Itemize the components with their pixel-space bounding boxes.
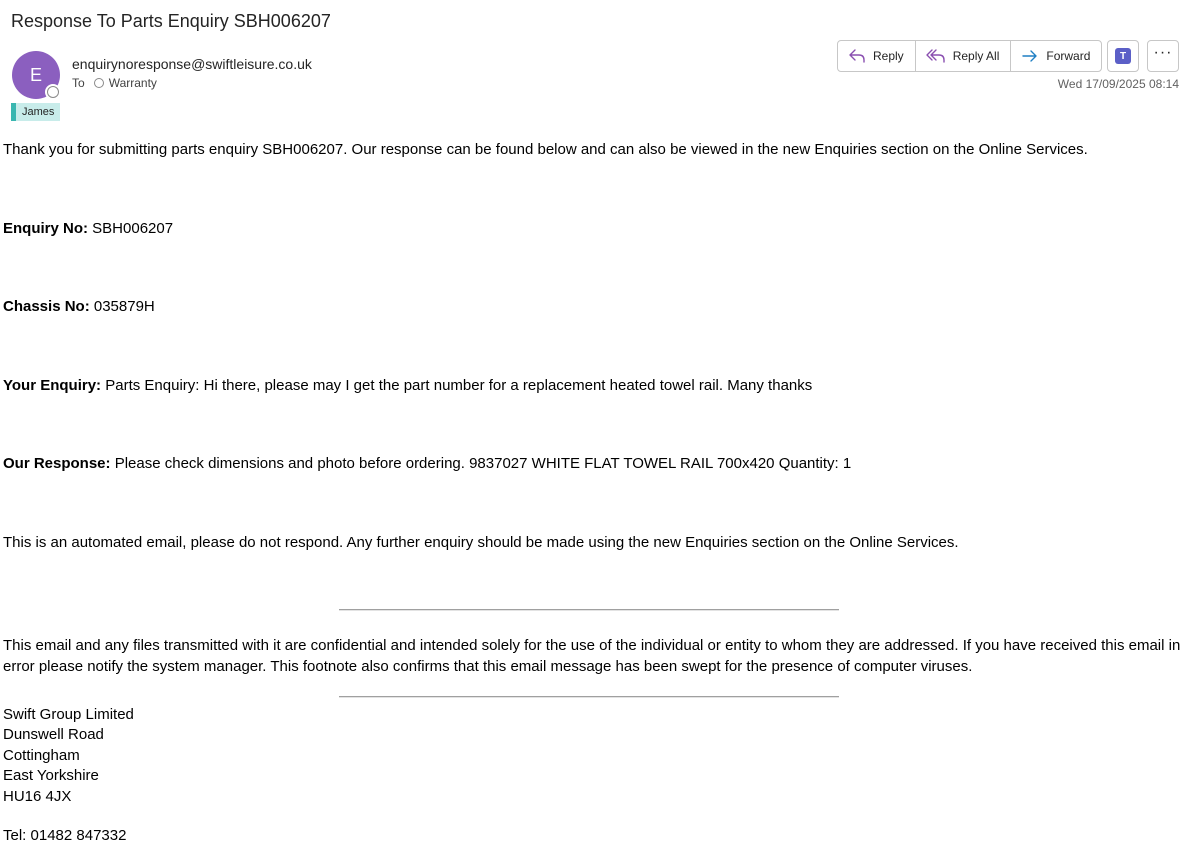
automated-note: This is an automated email, please do not respond. Any further enquiry should be made using the new Enquiries section on the Online Services. — [3, 534, 959, 551]
presence-status-icon — [47, 86, 59, 98]
intro-text: Thank you for submitting parts enquiry SBH006207. Our response can be found below and can also be viewed in the new Enquiries section on the Online Services. — [3, 141, 1088, 158]
to-label: To — [72, 76, 85, 90]
avatar-initial: E — [29, 64, 42, 85]
divider-bottom — [339, 696, 839, 698]
to-line — [72, 76, 157, 90]
enquiry-no-label: Enquiry No: — [3, 220, 88, 237]
forward-label: Forward — [1046, 49, 1091, 63]
sent-timestamp: Wed 17/09/2025 08:14 — [1057, 77, 1179, 91]
reply-all-button[interactable] — [916, 41, 1012, 71]
telephone: Tel: 01482 847332 — [3, 827, 127, 844]
address-line-postcode: HU16 4JX — [3, 788, 72, 805]
forward-button[interactable] — [1011, 41, 1101, 71]
teams-button[interactable] — [1107, 40, 1139, 72]
enquiry-no-value: SBH006207 — [92, 220, 174, 237]
your-enquiry-value: Parts Enquiry: Hi there, please may I get the part number for a replacement heated towel rail. Many thanks — [105, 377, 813, 394]
address-line-company: Swift Group Limited — [3, 706, 134, 723]
recipient-presence-icon — [94, 78, 104, 88]
divider-top — [339, 609, 839, 611]
our-response-line — [3, 454, 851, 474]
disclaimer-text: This email and any files transmitted with it are confidential and intended solely for the use of the individual or entity to whom they are addressed. If you have received this email in error please notify the system manager. This footnote also confirms that this email message has been swept for the presence of computer viruses. — [3, 637, 1181, 675]
sender-address[interactable]: enquirynoresponse@swiftleisure.co.uk — [72, 56, 312, 72]
more-actions-button[interactable] — [1147, 40, 1179, 72]
chassis-no-line — [3, 297, 155, 317]
reply-icon — [848, 48, 866, 64]
chassis-no-label: Chassis No: — [3, 298, 90, 315]
teams-icon: T — [1115, 48, 1131, 64]
chassis-no-value: 035879H — [93, 298, 155, 315]
reply-button[interactable] — [838, 41, 916, 71]
message-actions — [837, 40, 1102, 72]
category-tag[interactable]: James — [11, 103, 60, 121]
forward-icon — [1021, 48, 1039, 64]
reply-label: Reply — [873, 49, 904, 63]
reply-all-icon — [926, 48, 946, 64]
recipient-name[interactable]: Warranty — [108, 76, 157, 90]
reply-all-label: Reply All — [952, 49, 1000, 63]
more-icon: ··· — [1153, 44, 1173, 61]
enquiry-no-line — [3, 219, 173, 239]
email-subject: Response To Parts Enquiry SBH006207 — [11, 11, 331, 31]
our-response-label: Our Response: — [3, 455, 111, 472]
your-enquiry-label: Your Enquiry: — [3, 377, 102, 394]
your-enquiry-line — [3, 376, 812, 396]
our-response-value: Please check dimensions and photo before ordering. 9837027 WHITE FLAT TOWEL RAIL 700x420 Quantity: 1 — [114, 455, 852, 472]
address-line-town: Cottingham — [3, 747, 80, 764]
address-line-county: East Yorkshire — [3, 767, 99, 784]
address-line-road: Dunswell Road — [3, 726, 104, 743]
